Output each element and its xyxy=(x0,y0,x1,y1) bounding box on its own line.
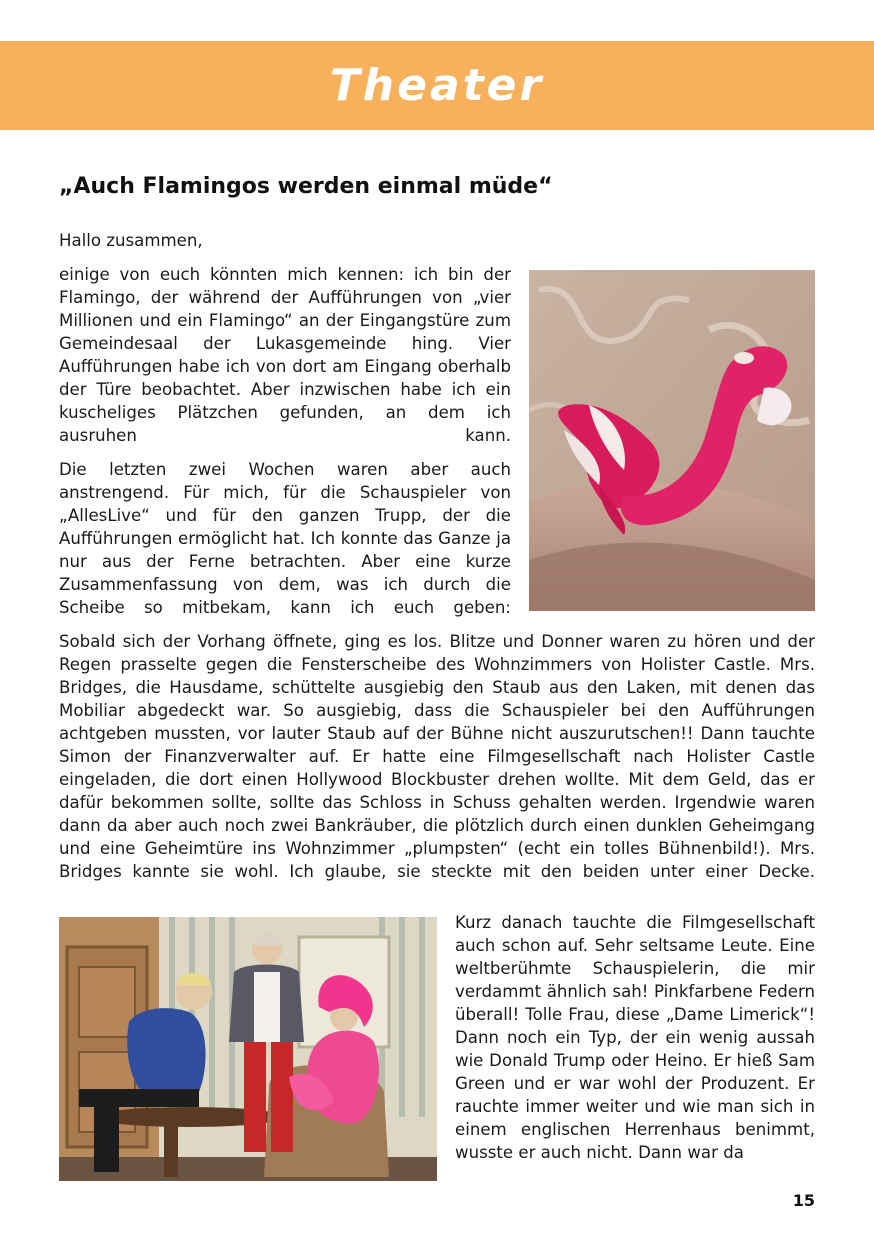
stage-scene-illustration xyxy=(59,917,437,1181)
stage-photo xyxy=(59,917,437,1181)
paragraph-4: Kurz danach tauchte die Filmgesellschaft auch schon auf. Sehr seltsame Leute. Eine weltberühmte Schauspielerin, die mir verdammt ähnlich sah! Pinkfarbene Federn überall! Tolle Frau, diese „Dame Limerick“! Dann noch ein Typ, der ein wenig aussah wie Donald Trump oder Heino. Er hieß Sam Green und er war wohl der Produzent. Er rauchte immer weiter und wie man sich in einem englischen Herrenhaus benimmt, wusste er auch nicht. Dann war da xyxy=(455,913,815,1162)
greeting: Hallo zusammen, xyxy=(59,231,203,250)
flamingo-plush-illustration xyxy=(529,270,815,611)
paragraph-3: Sobald sich der Vorhang öffnete, ging es los. Blitze und Donner waren zu hören und der Regen prasselte gegen die Fensterscheibe des Wohnzimmers von Holister Castle. Mrs. Bridges, die Hausdame, schüttelte ausgiebig den Staub aus den Laken, mit denen das Mobiliar abgedeckt war. So ausgiebig, dass die Schauspieler bei den Aufführungen achtgeben mussten, vor lauter Staub auf der Bühne nicht auszurutschen!! Dann tauchte Simon der Finanzverwalter auf. Er hatte eine Filmgesellschaft nach Holister Castle eingeladen, die dort einen Hollywood Blockbuster drehen wollte. Mit dem Geld, das er dafür bekommen sollte, sollte das Schloss in Schuss gehalten werden. Irgendwie waren dann da aber auch noch zwei Bankräuber, die plötzlich durch einen dunklen Geheimgang und eine Geheimtüre ins Wohnzimmer „plumpsten“ (echt ein tolles Bühnenbild!). Mrs. Bridges kannte sie wohl. Ich glaube, sie steckte mit den beiden unter einer Decke. xyxy=(59,632,815,881)
flamingo-photo xyxy=(529,270,815,611)
paragraph-2: Die letzten zwei Wochen waren aber auch anstrengend. Für mich, für die Schauspieler von „AllesLive“ und für den ganzen Trupp, der die Aufführungen ermöglicht hat. Ich konnte das Ganze ja nur aus der Ferne betrachten. Aber eine kurze Zusammenfassung von dem, was ich durch die Scheibe so mitbekam, kann ich euch geben: xyxy=(59,460,511,617)
article-title: „Auch Flamingos werden einmal müde“ xyxy=(59,174,553,199)
section-title: Theater xyxy=(329,60,545,111)
paragraph-1: einige von euch könnten mich kennen: ich bin der Flamingo, der während der Aufführungen von „vier Millionen und ein Flamingo“ an der Eingangstüre zum Gemeindesaal der Lukasgemeinde hing. Vier Aufführungen habe ich von dort am Eingang oberhalb der Türe beobachtet. Aber inzwischen habe ich ein kuscheliges Plätzchen gefunden, an dem ich ausruhen kann. xyxy=(59,265,511,445)
page-number: 15 xyxy=(792,1191,815,1210)
section-banner xyxy=(0,41,874,130)
